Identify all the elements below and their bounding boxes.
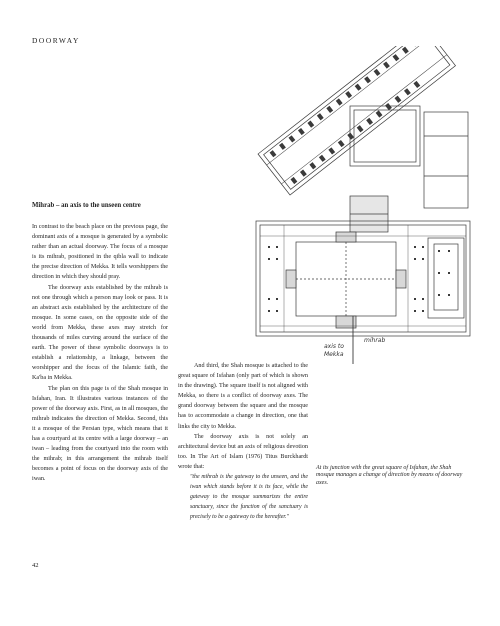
mosque-plan-drawing bbox=[200, 46, 480, 366]
paragraph: The plan on this page is of the Shah mosque in Isfahan, Iran. It illustrates various instances of the power of the doorway axis. First, as in all mosques, the mihrab indicates the direction of Mekka. Second, this it a mosque of the Persian type, which means that it has a courtyard at its centre with a large doorway – an iwan – leading from the courtyard into the room with the mihrab; in this arrangement the mihrab itself becomes a point of focus on the doorway axis of the iwan. bbox=[32, 385, 168, 483]
quotation: "the mihrab is the gateway to the unseen, and the iwan which stands before it is its face, while the gateway to the mosque summarizes the entire sanctuary, since the function of the sanctuary is precisely to be a gateway to the hereafter." bbox=[190, 474, 308, 521]
plan-label-axis: axis to bbox=[324, 343, 344, 350]
paragraph: And third, the Shah mosque is attached to the great square of Isfahan (only part of which is shown in the drawing). The square itself is not aligned with Mekka, so there is a conflict of doorway axes. The grand doorway between the square and the mosque has to accommodate a change in direction, one that links the city to Mekka. bbox=[178, 363, 308, 430]
plan-label-mihrab: mihrab bbox=[364, 337, 386, 344]
page-number: 42 bbox=[32, 562, 39, 569]
section-heading: Mihrab – an axis to the unseen centre bbox=[32, 202, 141, 209]
body-column-right bbox=[178, 361, 308, 523]
plan-label-mekka: Mekka bbox=[324, 351, 344, 358]
paragraph: The doorway axis is not solely an architectural device but an axis of religious devotion too. In The Art of Islam (1976) Titus Burckhardt wrote that: bbox=[178, 433, 308, 470]
body-column-left bbox=[32, 222, 168, 484]
figure-caption: At its junction with the great square of Isfahan, the Shah mosque manages a change of direction by means of doorway axes. bbox=[316, 465, 463, 486]
paragraph: The doorway axis established by the mihrab is not one through which a person may look or pass. It is an abstract axis established by the architecture of the mosque. In some cases, on the opposite side of the world from Mekka, these axes may stretch for thousands of miles curving around the surface of the earth. The power of these symbolic doorways is to establish a relationship, a linkage, between the worshipper and the focus of the Islamic faith, the Ka'ba in Mekka. bbox=[32, 284, 168, 382]
paragraph: In contrast to the beach place on the previous page, the dominant axis of a mosque is generated by a symbolic rather than an actual doorway. The focus of a mosque is its mihrab, positioned in the qibla wall to indicate the precise direction of Mekka. It tells worshippers the direction in which they should pray. bbox=[32, 224, 168, 281]
running-head: DOORWAY bbox=[32, 36, 80, 45]
